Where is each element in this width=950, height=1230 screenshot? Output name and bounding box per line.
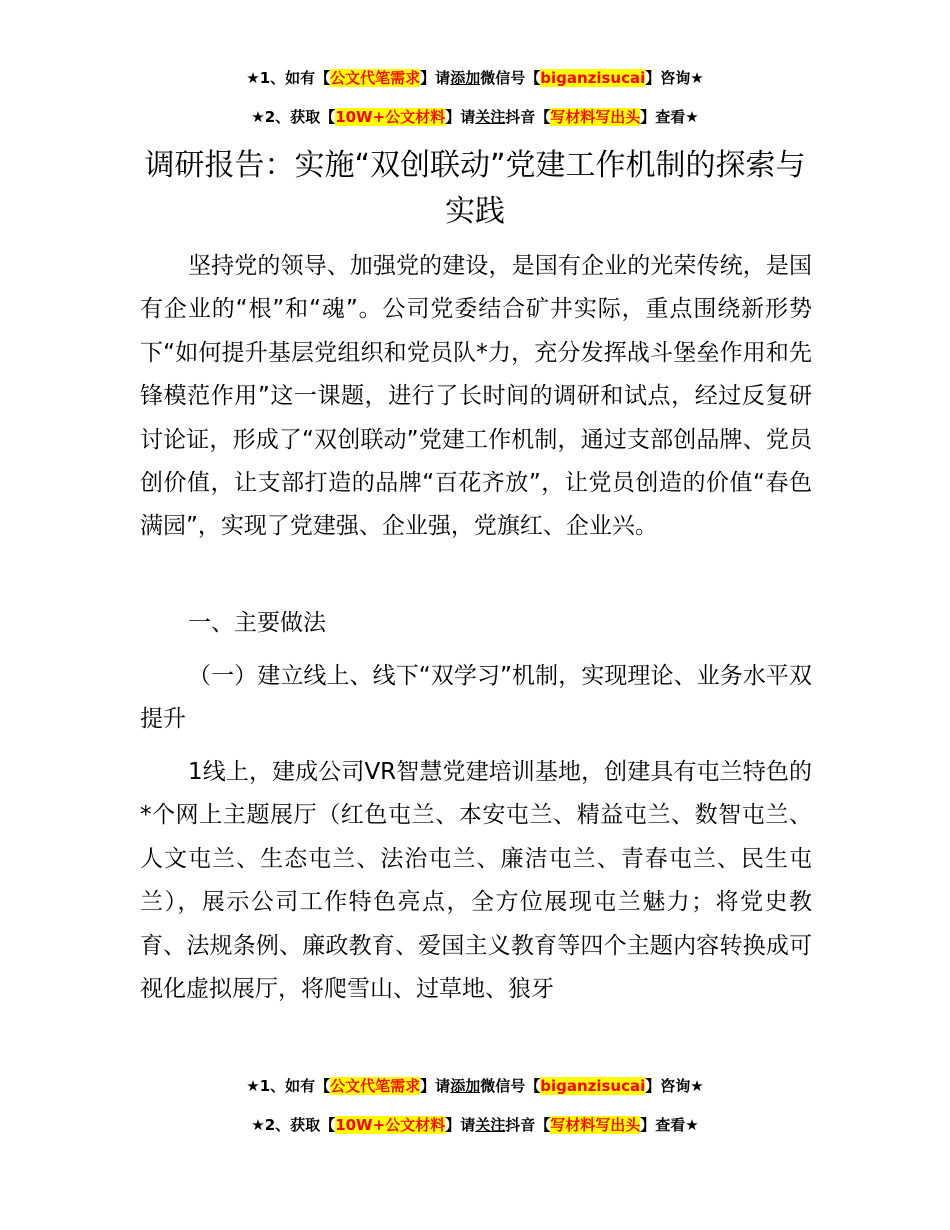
subsection-heading: （一）建立线上、线下“双学习”机制，实现理论、业务水平双提升 [140, 663, 812, 733]
banner-text: 】请 [445, 1116, 476, 1134]
bottom-banner-line-2 [0, 1114, 950, 1136]
banner-text: 微信号【 [480, 69, 541, 87]
banner-text: 】查看★ [640, 1116, 699, 1134]
banner-underline-text: 关注 [475, 1116, 506, 1134]
banner-text: 】请 [420, 1077, 451, 1095]
document-title: 调研报告：实施“双创联动”党建工作机制的探索与实践 [144, 148, 806, 229]
top-banner-line-2 [0, 106, 950, 128]
intro-paragraph: 坚持党的领导、加强党的建设，是国有企业的光荣传统，是国有企业的“根”和“魂”。公司党委结合矿井实际，重点围绕新形势下“如何提升基层党组织和党员队*力，充分发挥战斗堡垒作用和先锋模范作用”这一课题，进行了长时间的调研和试点，经过反复研讨论证，形成了“双创联动”党建工作机制，通过支部创品牌、党员创价值，让支部打造的品牌“百花齐放”，让党员创造的价值“春色满园”，实现了党建强、企业强，党旗红、企业兴。 [140, 253, 812, 540]
banner-highlight: 10W+公文材料 [335, 108, 446, 126]
banner-highlight: 公文代笔需求 [330, 69, 421, 87]
body-paragraph: 1线上，建成公司VR智慧党建培训基地，创建具有屯兰特色的*个网上主题展厅（红色屯兰、本安屯兰、精益屯兰、数智屯兰、人文屯兰、生态屯兰、法治屯兰、廉洁屯兰、青春屯兰、民生屯兰），展示公司工作特色亮点，全方位展现屯兰魅力；将党史教育、法规条例、廉政教育、爱国主义教育等四个主题内容转换成可视化虚拟展厅，将爬雪山、过草地、狼牙 [140, 759, 812, 1003]
banner-underline-text: 添加 [450, 69, 481, 87]
banner-text: ★2、获取【 [251, 1116, 336, 1134]
banner-highlight: 公文代笔需求 [330, 1077, 421, 1095]
banner-text: 】请 [420, 69, 451, 87]
banner-text: 】咨询★ [645, 69, 704, 87]
section-heading: 一、主要做法 [188, 610, 326, 636]
banner-text: ★2、获取【 [251, 108, 336, 126]
banner-underline-text: 关注 [475, 108, 506, 126]
banner-highlight-wechat-id: biganzisucai [540, 1077, 646, 1095]
banner-text: 抖音【 [505, 108, 551, 126]
banner-text: 】请 [445, 108, 476, 126]
bottom-banner-line-1 [0, 1075, 950, 1097]
banner-text: ★1、如有【 [246, 1077, 331, 1095]
banner-highlight: 10W+公文材料 [335, 1116, 446, 1134]
banner-text: 】查看★ [640, 108, 699, 126]
banner-text: 微信号【 [480, 1077, 541, 1095]
banner-text: 抖音【 [505, 1116, 551, 1134]
top-banner-line-1 [0, 67, 950, 89]
banner-text: ★1、如有【 [246, 69, 331, 87]
banner-highlight-douyin-account: 写材料写出头 [550, 108, 641, 126]
banner-highlight-wechat-id: biganzisucai [540, 69, 646, 87]
banner-underline-text: 添加 [450, 1077, 481, 1095]
banner-highlight-douyin-account: 写材料写出头 [550, 1116, 641, 1134]
banner-text: 】咨询★ [645, 1077, 704, 1095]
